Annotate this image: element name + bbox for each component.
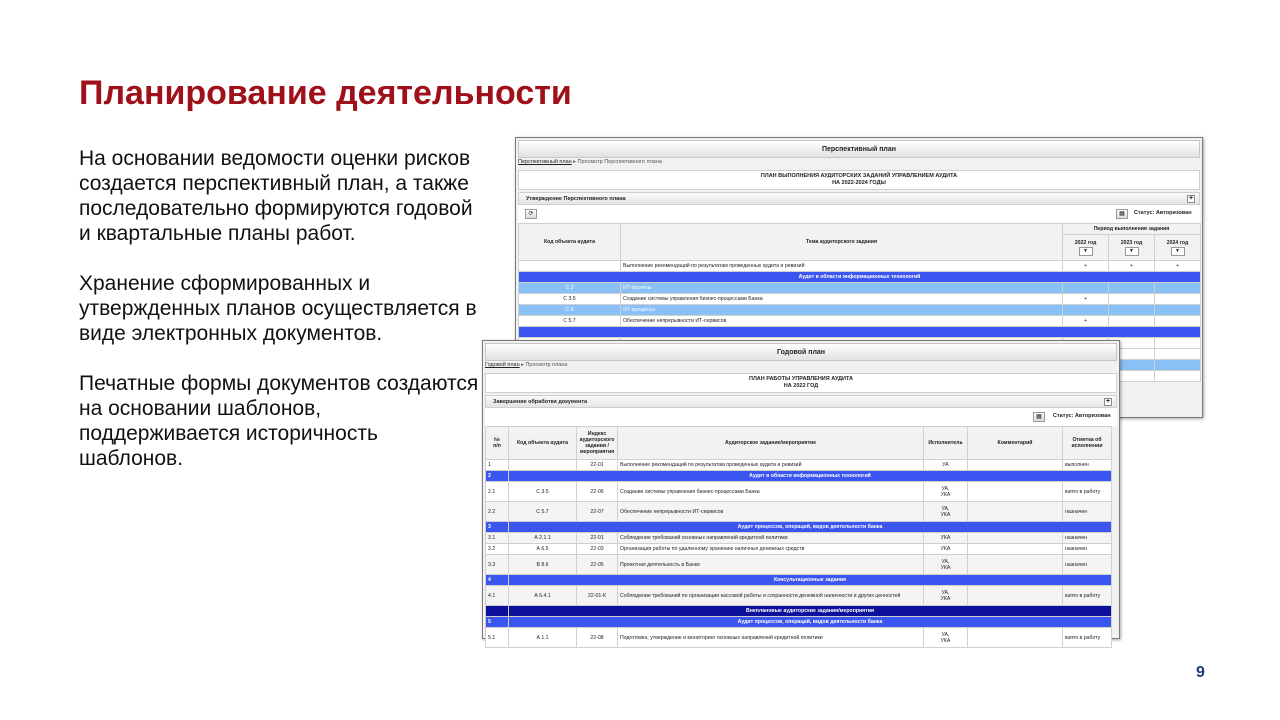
cell-year: +	[1109, 261, 1155, 272]
cell-index: 22-01	[577, 533, 618, 544]
status-label: Статус:	[1134, 210, 1155, 216]
col-executor-header: Исполнитель	[924, 427, 968, 460]
cell-comment	[968, 460, 1063, 471]
cell-code: В 8.6	[509, 555, 577, 575]
group-row[interactable]	[486, 471, 1112, 482]
breadcrumb-link[interactable]: Перспективный план	[518, 159, 572, 165]
cell-year	[1109, 283, 1155, 294]
group-row[interactable]	[486, 617, 1112, 628]
cell-year: +	[1063, 261, 1109, 272]
cell-index: 22-05	[577, 555, 618, 575]
table-row[interactable]	[486, 586, 1112, 606]
cell-code: С 3.5	[519, 294, 621, 305]
cell-year	[1155, 305, 1201, 316]
cell-executor	[924, 533, 968, 544]
cell-num: 4.1	[486, 586, 509, 606]
breadcrumb-current: Просмотр Перспективного плана	[577, 159, 662, 165]
annual-plan-table	[485, 426, 1112, 648]
header-line: задания /	[585, 443, 609, 449]
table-view-icon[interactable]: ▦	[1033, 412, 1045, 422]
cell-task: Выполнение рекомендаций по результатам проведенных аудита и ревизий	[618, 460, 924, 471]
cell-comment	[968, 555, 1063, 575]
section-title: Завершение обработки документа	[493, 399, 588, 405]
col-task-header: Аудиторское задание/мероприятие	[618, 427, 924, 460]
table-row[interactable]	[486, 482, 1112, 502]
cell-year: +	[1063, 316, 1109, 327]
cell-code: С 3.5	[509, 482, 577, 502]
cell-comment	[968, 586, 1063, 606]
cell-mark: назначен	[1063, 544, 1112, 555]
cell-executor	[924, 502, 968, 522]
cell-code: С 3	[519, 283, 621, 294]
cell-year	[1109, 305, 1155, 316]
cell-executor	[924, 544, 968, 555]
header-line: аудиторского	[579, 437, 615, 443]
cell-topic: Создание системы управления бизнес-процессами Банка	[621, 294, 1063, 305]
year-filter-dropdown[interactable]: ▼	[1079, 247, 1093, 256]
document-heading	[518, 170, 1200, 190]
header-line: п/п	[493, 443, 501, 449]
table-row[interactable]	[486, 628, 1112, 648]
section-header[interactable]	[485, 395, 1117, 408]
expand-icon[interactable]: +	[1105, 398, 1111, 405]
cell-comment	[968, 628, 1063, 648]
cell-mark: взято в работу	[1063, 482, 1112, 502]
cell-topic: ИТ-проекты	[621, 283, 1063, 294]
col-mark-header	[1063, 427, 1112, 460]
expand-icon[interactable]: +	[1188, 195, 1194, 202]
table-row[interactable]	[486, 502, 1112, 522]
cell-year	[1063, 283, 1109, 294]
empty-cell	[1155, 371, 1201, 382]
cell-year: +	[1155, 261, 1201, 272]
cell-num: 3.1	[486, 533, 509, 544]
executor-line: УКА	[940, 546, 951, 552]
year-label: 2023 год	[1120, 239, 1143, 246]
paragraph-1: На основании ведомости оценки рисков создается перспективный план, а также последовательно формируются годовой и квартальные планы работ.	[79, 147, 473, 245]
cell-code: А 1.1	[509, 628, 577, 648]
col-num-header	[486, 427, 509, 460]
cell-comment	[968, 482, 1063, 502]
group-label: Аудит процессов, операций, видов деятельности банка	[509, 617, 1112, 628]
year-header	[1155, 235, 1201, 261]
cell-executor	[924, 482, 968, 502]
cell-code: С 5.7	[509, 502, 577, 522]
cell-topic: Выполнение рекомендаций по результатам проведенных аудита и ревизий	[621, 261, 1063, 272]
heading-line-1: ПЛАН ВЫПОЛНЕНИЯ АУДИТОРСКИХ ЗАДАНИЙ УПРАВЛЕНИЕМ АУДИТА	[760, 173, 958, 179]
group-number: 5	[486, 617, 509, 628]
group-row[interactable]	[486, 606, 1112, 617]
table-row[interactable]	[519, 316, 1201, 327]
col-topic-header: Тема аудиторского задания	[621, 224, 1063, 261]
cell-topic: Обеспечение непрерывности ИТ-сервисов	[621, 316, 1063, 327]
table-row[interactable]	[519, 283, 1201, 294]
cell-task: Соблюдение требований основных направлений кредитной политики	[618, 533, 924, 544]
header-line: №	[494, 437, 500, 443]
cell-task: Подготовка, утверждение и мониторинг основных направлений кредитной политики	[618, 628, 924, 648]
empty-cell	[1155, 360, 1201, 371]
group-label: Аудит процессов, операций, видов деятельности банка	[509, 522, 1112, 533]
executor-line: УКА	[940, 535, 951, 541]
slide-body	[79, 146, 479, 496]
cell-code: А 2.1.1	[509, 533, 577, 544]
header-line: Отметка об	[1072, 437, 1102, 443]
group-number: 3	[486, 522, 509, 533]
page-number: 9	[1196, 664, 1205, 681]
cell-code: А 6.4.1	[509, 586, 577, 606]
table-view-icon[interactable]: ▦	[1116, 209, 1128, 219]
executor-line: УА	[942, 462, 949, 468]
cell-year	[1155, 294, 1201, 305]
cell-task: Соблюдение требований по организации кассовой работы и сохранности денежной наличности и других ценностей	[618, 586, 924, 606]
cell-num: 1	[486, 460, 509, 471]
table-row[interactable]	[519, 305, 1201, 316]
status	[1134, 210, 1192, 216]
paragraph-2: Хранение сформированных и утвержденных планов осуществляется в виде электронных документов.	[79, 272, 477, 345]
year-header	[1063, 235, 1109, 261]
breadcrumb-separator-icon: ▸	[573, 159, 578, 165]
table-row[interactable]	[519, 261, 1201, 272]
paragraph-3: Печатные формы документов создаются на основании шаблонов, поддерживается историчность шаблонов.	[79, 372, 479, 470]
col-comment-header: Комментарий	[968, 427, 1063, 460]
heading-line-1: ПЛАН РАБОТЫ УПРАВЛЕНИЯ АУДИТА	[748, 376, 853, 382]
breadcrumb-separator-icon: ▸	[521, 362, 526, 368]
heading-line-2: НА 2022-2024 ГОДЫ	[832, 180, 886, 186]
cell-task: Проектная деятельность в Банке	[618, 555, 924, 575]
col-index-header	[577, 427, 618, 460]
section-title: Утверждение Перспективного плана	[526, 196, 626, 202]
cell-mark: назначен	[1063, 502, 1112, 522]
cell-year	[1155, 316, 1201, 327]
cell-executor	[924, 586, 968, 606]
cell-index: 22-06	[577, 482, 618, 502]
col-code-header: Код объекта аудита	[509, 427, 577, 460]
group-number: 4	[486, 575, 509, 586]
table-row[interactable]	[486, 544, 1112, 555]
toolbar	[485, 408, 1117, 426]
group-row[interactable]	[486, 522, 1112, 533]
status	[1053, 413, 1111, 419]
cell-year	[1155, 283, 1201, 294]
executor-line: УКА	[940, 491, 951, 498]
group-number	[486, 606, 509, 617]
cell-code	[509, 460, 577, 471]
group-label: Консультационные задания	[509, 575, 1112, 586]
cell-code: А 6.5	[509, 544, 577, 555]
executor-line: УА,	[941, 589, 950, 596]
status-label: Статус:	[1053, 413, 1074, 419]
year-filter-dropdown[interactable]: ▼	[1125, 247, 1139, 256]
group-row[interactable]	[519, 272, 1201, 283]
breadcrumb-current: Просмотр плана	[525, 362, 568, 368]
executor-line: УА,	[941, 505, 950, 512]
cell-comment	[968, 533, 1063, 544]
executor-line: УА,	[941, 558, 950, 565]
cell-num: 5.1	[486, 628, 509, 648]
cell-index: 22-03	[577, 544, 618, 555]
cell-code	[519, 261, 621, 272]
year-label: 2022 год	[1074, 239, 1097, 246]
table-row[interactable]	[486, 460, 1112, 471]
empty-cell	[1155, 349, 1201, 360]
cell-index: 22-08	[577, 628, 618, 648]
cell-num: 3.3	[486, 555, 509, 575]
cell-mark: выполнен	[1063, 460, 1112, 471]
window-title: Годовой план	[485, 343, 1117, 361]
cell-task: Создание системы управления бизнес-процессами Банка	[618, 482, 924, 502]
group-label: Аудит в области информационных технологий	[519, 272, 1201, 283]
year-filter-dropdown[interactable]: ▼	[1171, 247, 1185, 256]
cell-num: 2.2	[486, 502, 509, 522]
cell-task: Организация работы по удаленному хранению наличных денежных средств	[618, 544, 924, 555]
cell-mark: взято в работу	[1063, 586, 1112, 606]
window-title: Перспективный план	[518, 140, 1200, 158]
breadcrumb	[483, 361, 1119, 370]
header-line: исполнении	[1071, 443, 1103, 449]
group-label: Внеплановые аудиторские задания/мероприятия	[509, 606, 1112, 617]
breadcrumb-link[interactable]: Годовой план	[485, 362, 520, 368]
group-label: Аудит в области информационных технологий	[509, 471, 1112, 482]
annual-plan-window	[482, 340, 1120, 644]
header-line: Индекс	[587, 431, 607, 437]
cell-mark: назначен	[1063, 555, 1112, 575]
slide-title: Планирование деятельности	[79, 74, 572, 112]
cell-index: 22-01-К	[577, 586, 618, 606]
col-code-header: Код объекта аудита	[519, 224, 621, 261]
year-header	[1109, 235, 1155, 261]
cell-year	[1109, 294, 1155, 305]
cell-num: 3.2	[486, 544, 509, 555]
status-value: Авторизован	[1074, 413, 1111, 419]
hidden-row-cell	[519, 327, 1201, 338]
group-row[interactable]	[519, 327, 1201, 338]
cell-task: Обеспечение непрерывности ИТ-сервисов	[618, 502, 924, 522]
cell-num: 2.1	[486, 482, 509, 502]
cell-mark: взято в работу	[1063, 628, 1112, 648]
header-line: мероприятия	[579, 449, 615, 455]
cell-index: 22-07	[577, 502, 618, 522]
table-row[interactable]	[486, 533, 1112, 544]
cell-year	[1063, 305, 1109, 316]
cell-index: 22-01	[577, 460, 618, 471]
year-label: 2024 год	[1166, 239, 1189, 246]
executor-line: УКА	[940, 595, 951, 602]
cell-comment	[968, 544, 1063, 555]
executor-line: УА,	[941, 631, 950, 638]
group-number: 2	[486, 471, 509, 482]
cell-code: С 5.7	[519, 316, 621, 327]
executor-line: УА,	[941, 485, 950, 492]
cell-executor	[924, 628, 968, 648]
executor-line: УКА	[940, 564, 951, 571]
heading-line-2: НА 2022 ГОД	[783, 383, 819, 389]
annual-plan-rows	[486, 460, 1112, 648]
cell-topic: ИТ-процессы	[621, 305, 1063, 316]
cell-mark: назначен	[1063, 533, 1112, 544]
executor-line: УКА	[940, 637, 951, 644]
cell-executor	[924, 555, 968, 575]
cell-year: +	[1063, 294, 1109, 305]
group-row[interactable]	[486, 575, 1112, 586]
document-heading	[485, 373, 1117, 393]
executor-line: УКА	[940, 511, 951, 518]
empty-cell	[1155, 338, 1201, 349]
table-row[interactable]	[519, 294, 1201, 305]
cell-year	[1109, 316, 1155, 327]
cell-executor	[924, 460, 968, 471]
breadcrumb	[516, 158, 1202, 167]
toolbar	[518, 205, 1200, 223]
refresh-button[interactable]: ⟳	[525, 209, 537, 219]
cell-code: С 5	[519, 305, 621, 316]
table-row[interactable]	[486, 555, 1112, 575]
status-value: Авторизован	[1155, 210, 1192, 216]
section-header[interactable]	[518, 192, 1200, 205]
col-period-header: Период выполнения задания	[1063, 224, 1201, 235]
cell-comment	[968, 502, 1063, 522]
